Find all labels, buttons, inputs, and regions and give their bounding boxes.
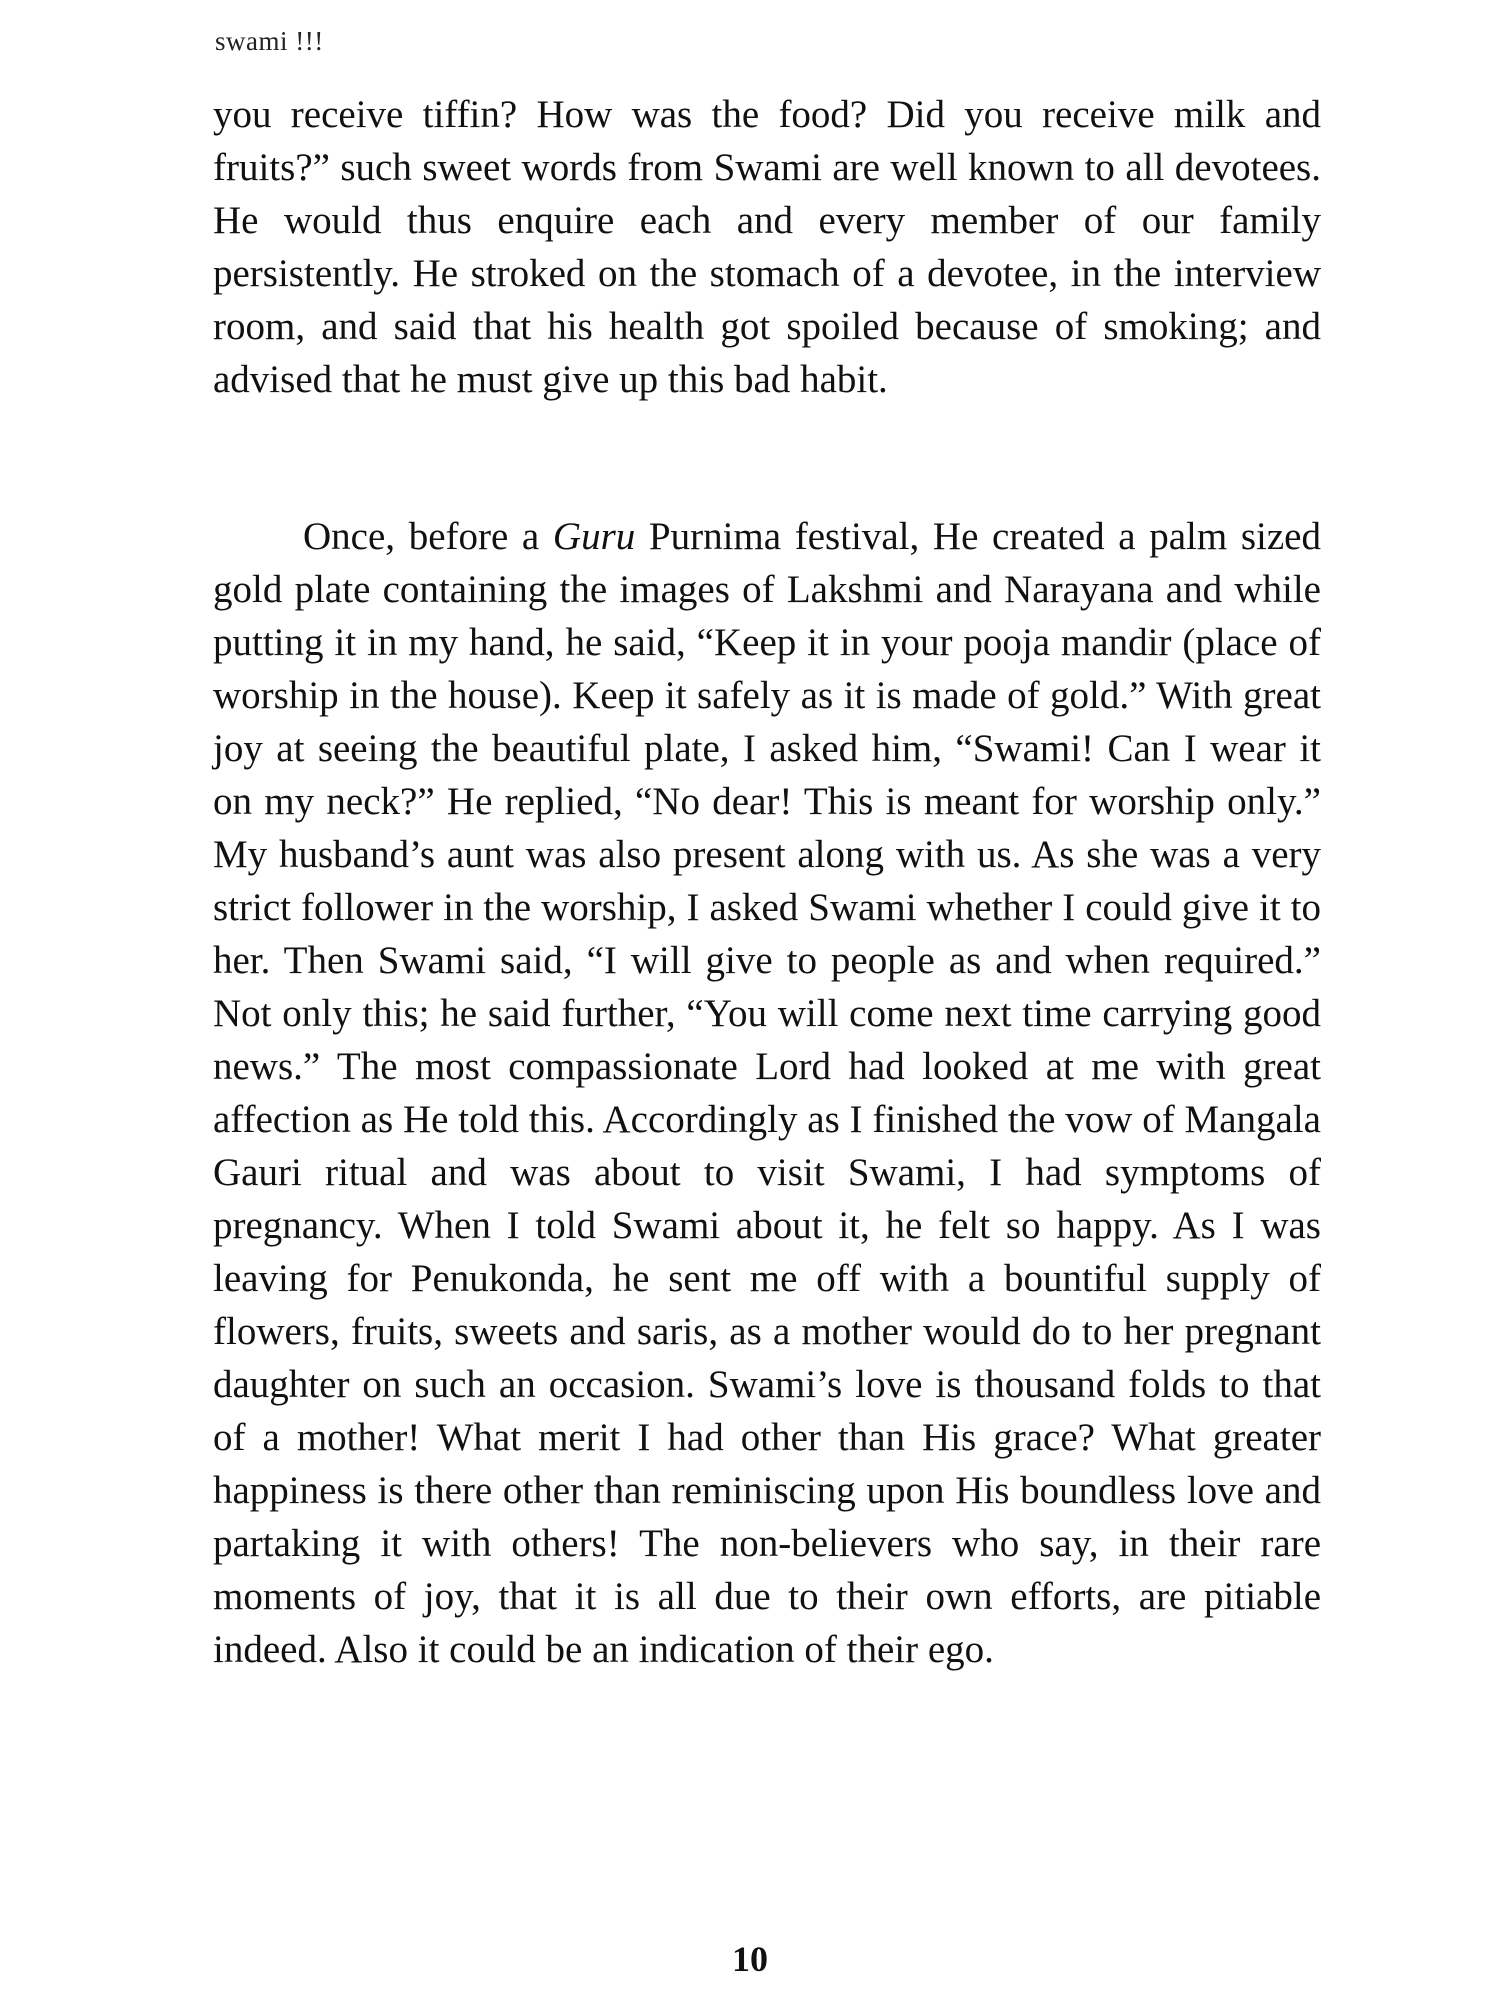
body-paragraph-2 [213,510,1321,1676]
paragraph-2-lead: Once, before a [303,515,553,558]
running-head: swami !!! [215,26,324,56]
paragraph-2-italic-term: Guru [552,515,636,558]
paragraph-2-rest: Purnima festival, He created a palm sized gold plate containing the images of Lakshmi and Narayana and while putting it in my hand, he said, “Keep it in your pooja mandir (place of worship in the house). Keep it safely as it is made of gold.” With great joy at seeing the beautiful plate, I asked him, “Swami! Can I wear it on my neck?” He replied, “No dear! This is meant for worship only.” My husband’s aunt was also present along with us. As she was a very strict follower in the worship, I asked Swami whether I could give it to her. Then Swami said, “I will give to people as and when required.” Not only this; he said further, “You will come next time carrying good news.” The most compassionate Lord had looked at me with great affection as He told this. Accordingly as I finished the vow of Mangala Gauri ritual and was about to visit Swami, I had symptoms of pregnancy. When I told Swami about it, he felt so happy. As I was leaving for Penukonda, he sent me off with a bountiful supply of flowers, fruits, sweets and saris, as a mother would do to her pregnant daughter on such an occasion. Swami’s love is thousand folds to that of a mother! What merit I had other than His grace? What greater happiness is there other than reminiscing upon His boundless love and partaking it with others! The non-believers who say, in their rare moments of joy, that it is all due to their own efforts, are pitiable indeed. Also it could be an indication of their ego. [213,515,1321,1671]
page-number: 10 [732,1939,768,1979]
body-paragraph-1: you receive tiffin? How was the food? Did you receive milk and fruits?” such sweet words from Swami are well known to all devotees. He would thus enquire each and every member of our family persistently. He stroked on the stomach of a devotee, in the interview room, and said that his health got spoiled because of smoking; and advised that he must give up this bad habit. [213,93,1321,401]
